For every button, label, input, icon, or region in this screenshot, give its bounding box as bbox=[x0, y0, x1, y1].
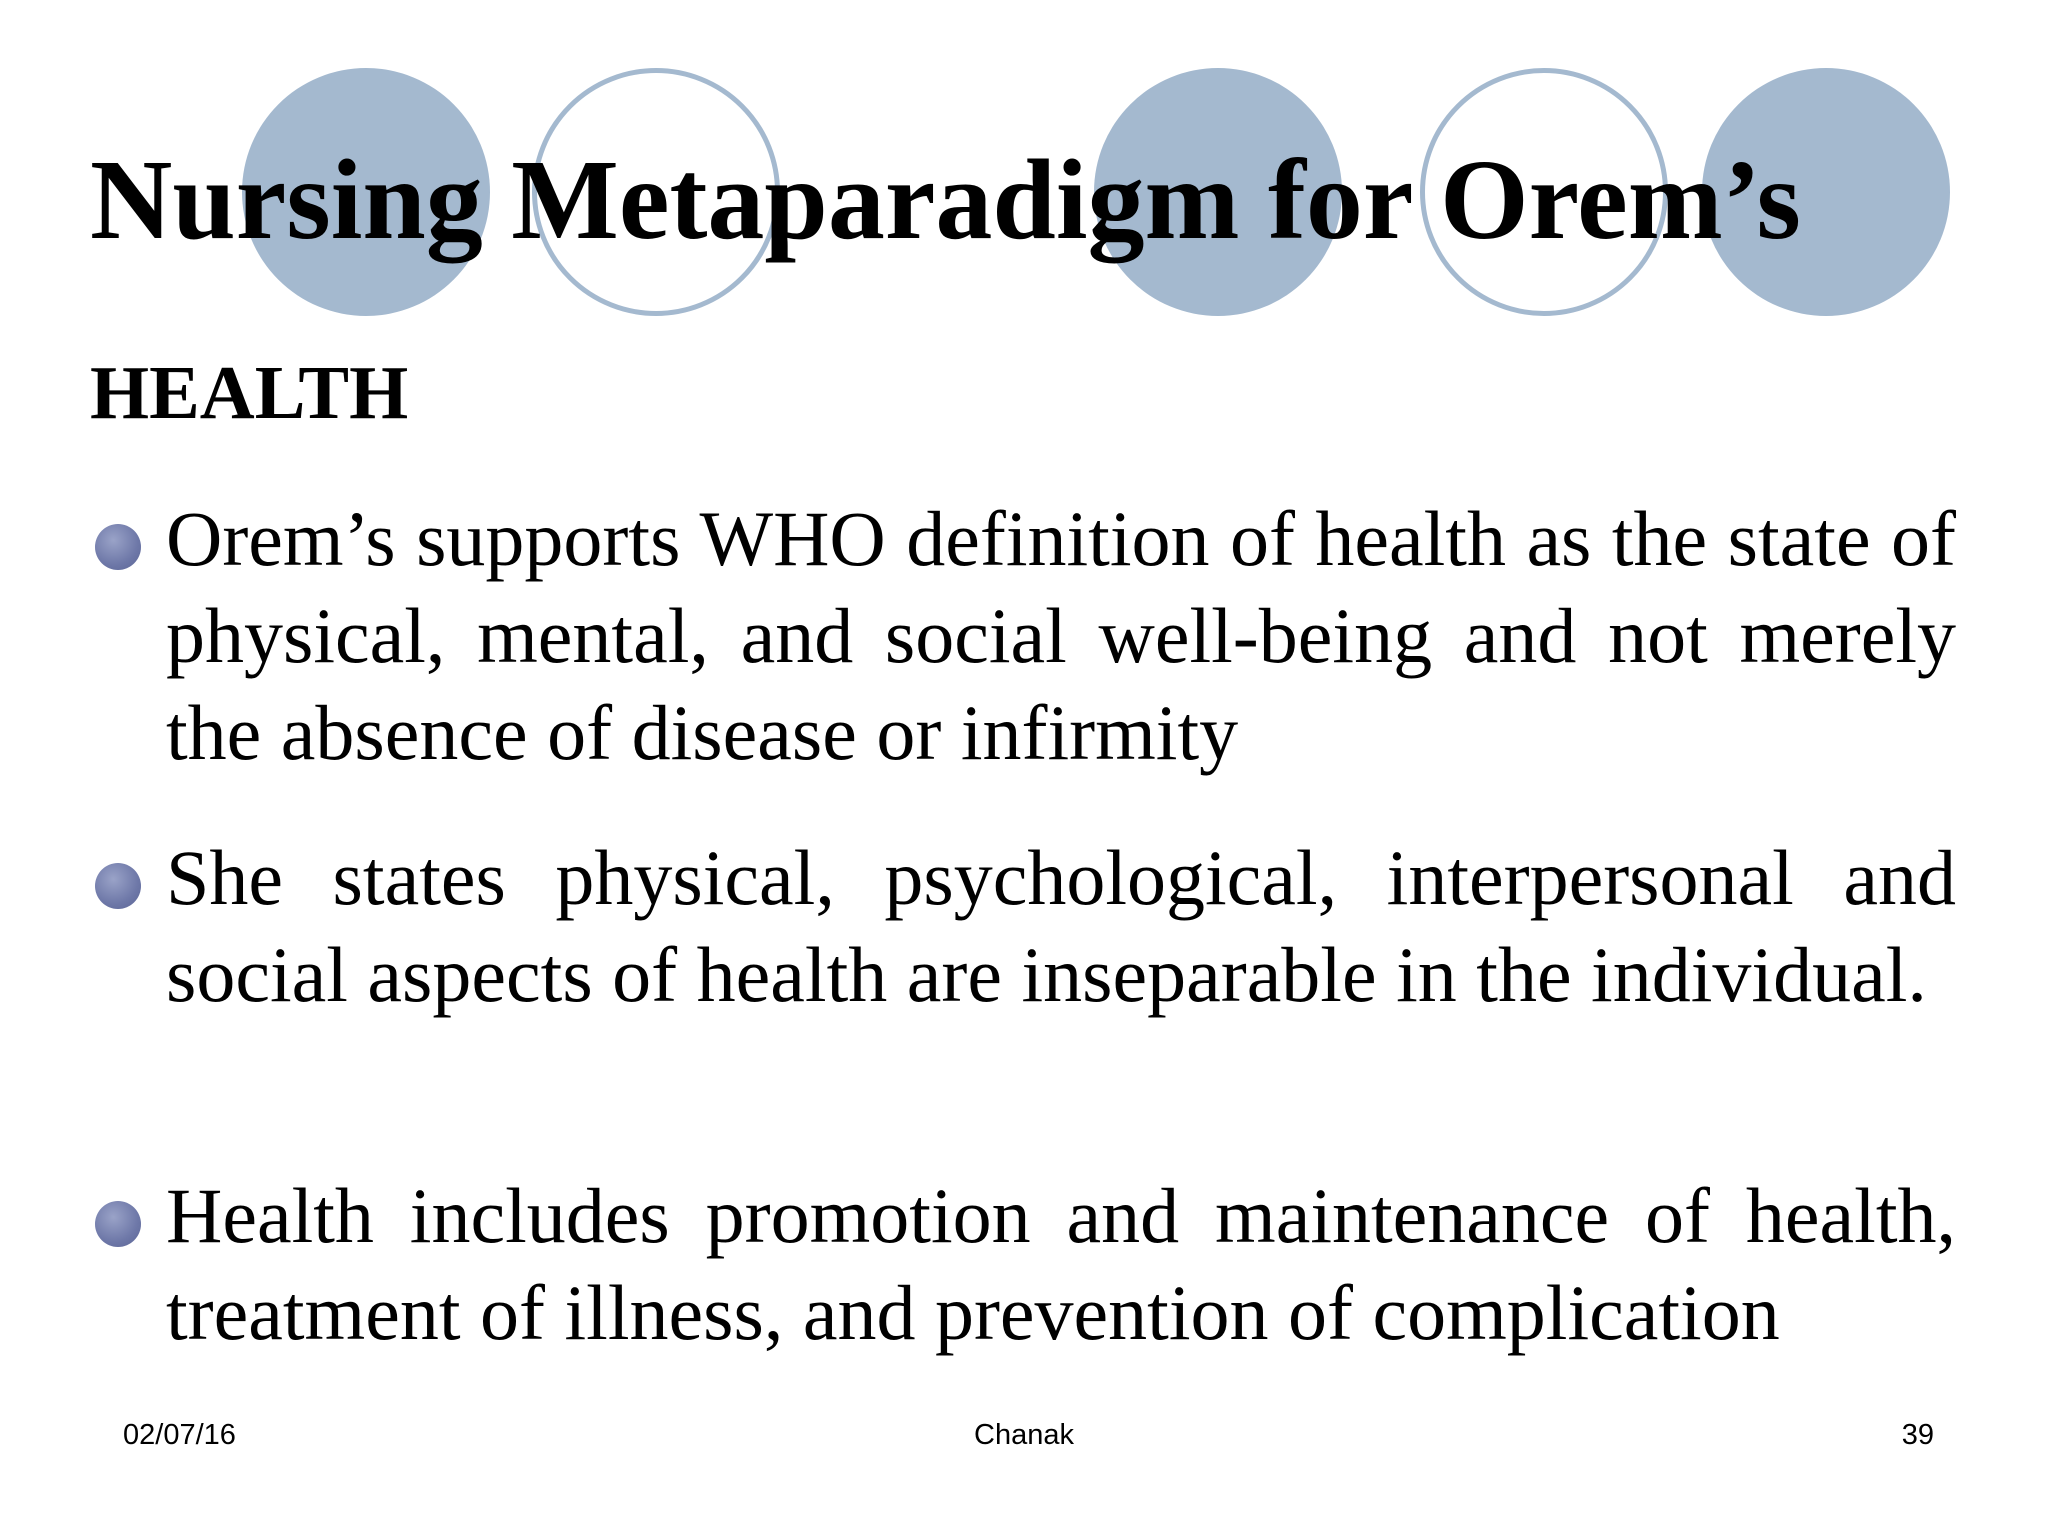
bullet-item bbox=[166, 490, 1956, 781]
section-heading: HEALTH bbox=[90, 351, 409, 435]
bullet-text: Orem’s supports WHO definition of health as the state of physical, mental, and social well-being and not merely the absence of disease or infirmity bbox=[166, 495, 1956, 776]
footer-page-number: 39 bbox=[1901, 1419, 1934, 1451]
bullet-dot-icon bbox=[95, 1201, 141, 1247]
bullet-text: Health includes promotion and maintenance of health, treatment of illness, and prevention of complication bbox=[166, 1172, 1956, 1356]
bullet-item bbox=[166, 1167, 1956, 1361]
bullet-text: She states physical, psychological, interpersonal and social aspects of health are inseparable in the individual. bbox=[166, 834, 1956, 1018]
bullet-dot-icon bbox=[95, 863, 141, 909]
footer-date: 02/07/16 bbox=[123, 1419, 236, 1451]
footer-author: Chanak bbox=[974, 1419, 1074, 1451]
slide-title: Nursing Metaparadigm for Orem’s bbox=[90, 136, 1801, 263]
bullet-item bbox=[166, 829, 1956, 1023]
bullet-dot-icon bbox=[95, 524, 141, 570]
